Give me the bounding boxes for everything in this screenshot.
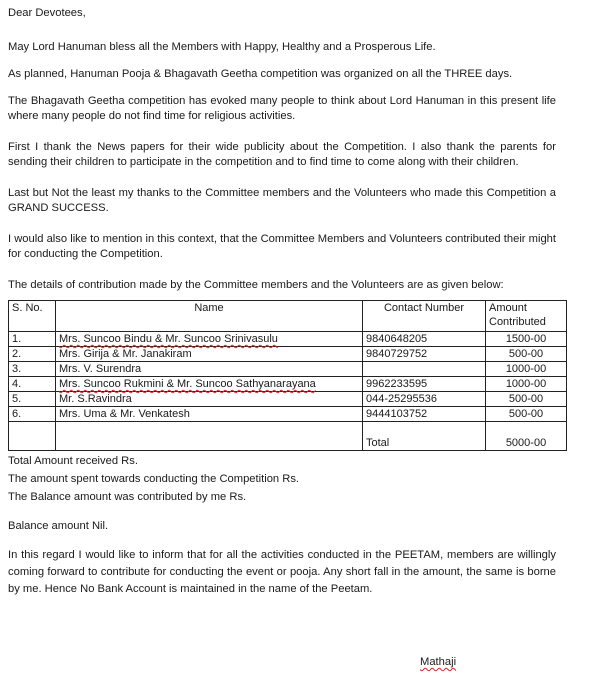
row-name: Mrs. Suncoo Rukmini & Mr. Suncoo Sathyanarayana xyxy=(56,377,363,392)
table-row xyxy=(9,332,567,347)
signature: Mathaji xyxy=(420,656,457,668)
row-amount: 1000-00 xyxy=(486,377,567,392)
header-contact: Contact Number xyxy=(363,301,486,332)
table-row xyxy=(9,377,567,392)
table-row xyxy=(9,347,567,362)
row-contact: 9962233595 xyxy=(363,377,486,392)
paragraph-closing: In this regard I would like to inform that for all the activities conducted in the PEETAM, members are willingly coming forward to contribute for conducting the event or pooja. Any short fall in the amount, the same is borne by me. Hence No Bank Account is maintained in the name of the Peetam. xyxy=(8,549,556,595)
row-sno: 1. xyxy=(9,332,56,347)
row-sno: 3. xyxy=(9,362,56,377)
row-sno: 5. xyxy=(9,392,56,407)
table-row xyxy=(9,392,567,407)
summary-block xyxy=(8,454,556,505)
total-name-cell xyxy=(56,422,363,451)
row-name: Mrs. Uma & Mr. Venkatesh xyxy=(56,407,363,422)
row-contact: 9840729752 xyxy=(363,347,486,362)
summary-balance-nil: Balance amount Nil. xyxy=(8,520,109,532)
summary-balance-contributed: The Balance amount was contributed by me Rs. xyxy=(8,491,247,503)
total-amount: 5000-00 xyxy=(486,422,567,451)
header-name: Name xyxy=(56,301,363,332)
table-row xyxy=(9,362,567,377)
contribution-table xyxy=(8,300,567,451)
row-contact: 9444103752 xyxy=(363,407,486,422)
table-total-row xyxy=(9,422,567,451)
summary-spent: The amount spent towards conducting the Competition Rs. xyxy=(8,473,300,485)
total-sno-cell xyxy=(9,422,56,451)
row-amount: 500-00 xyxy=(486,347,567,362)
paragraph-geetha: The Bhagavath Geetha competition has evoked many people to think about Lord Hanuman in this present life where many people do not find time for religious activities. xyxy=(8,95,556,122)
row-amount: 1500-00 xyxy=(486,332,567,347)
header-sno: S. No. xyxy=(9,301,56,332)
row-name: Mrs. Suncoo Bindu & Mr. Suncoo Srinivasulu xyxy=(56,332,363,347)
summary-received: Total Amount received Rs. xyxy=(8,455,138,467)
row-sno: 2. xyxy=(9,347,56,362)
row-amount: 500-00 xyxy=(486,407,567,422)
row-sno: 4. xyxy=(9,377,56,392)
letter-body xyxy=(8,6,556,598)
header-amount: Amount Contributed xyxy=(486,301,567,332)
total-label: Total xyxy=(363,422,486,451)
paragraph-thanks-newspapers: First I thank the News papers for their wide publicity about the Competition. I also thank the parents for sending their children to participate in the competition and to find time to come along with their children. xyxy=(8,141,556,168)
paragraph-contribution: I would also like to mention in this context, that the Committee Members and Volunteers contributed their might for conducting the Competition. xyxy=(8,233,556,260)
row-name: Mrs. Girija & Mr. Janakiram xyxy=(56,347,363,362)
row-contact: 9840648205 xyxy=(363,332,486,347)
table-row xyxy=(9,407,567,422)
paragraph-blessing: May Lord Hanuman bless all the Members with Happy, Healthy and a Prosperous Life. xyxy=(8,41,436,53)
row-contact: 044-25295536 xyxy=(363,392,486,407)
row-amount: 500-00 xyxy=(486,392,567,407)
paragraph-thanks-committee: Last but Not the least my thanks to the Committee members and the Volunteers who made this Competition a GRAND SUCCESS. xyxy=(8,187,556,214)
paragraph-competition: As planned, Hanuman Pooja & Bhagavath Geetha competition was organized on all the THREE days. xyxy=(8,68,513,80)
row-name: Mr. S.Ravindra xyxy=(56,392,363,407)
table-header-row xyxy=(9,301,567,332)
paragraph-details-intro: The details of contribution made by the Committee members and the Volunteers are as given below: xyxy=(8,279,504,291)
row-contact xyxy=(363,362,486,377)
row-sno: 6. xyxy=(9,407,56,422)
row-amount: 1000-00 xyxy=(486,362,567,377)
row-name: Mrs. V. Surendra xyxy=(56,362,363,377)
greeting: Dear Devotees, xyxy=(8,7,86,19)
